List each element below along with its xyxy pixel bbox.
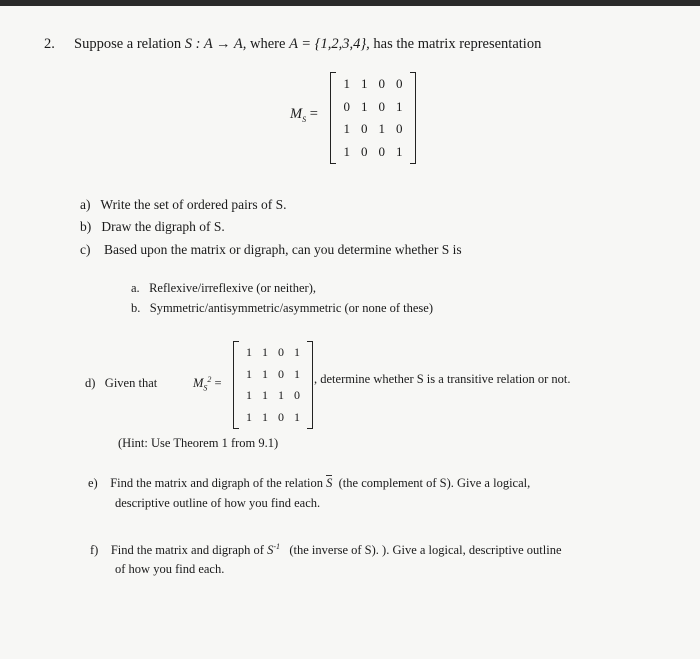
- matrix-right-bracket: [410, 72, 416, 164]
- relation-definition: S : A → A,: [184, 36, 247, 52]
- ms-cell: 0: [396, 76, 403, 92]
- ms-cell: 1: [343, 143, 350, 159]
- part-e-line2: descriptive outline of how you find each.: [115, 496, 321, 510]
- ms-cell: 0: [378, 98, 385, 114]
- document-page: [0, 6, 700, 659]
- ms2-cell: 1: [294, 409, 300, 424]
- s-inverse-symbol: $S^{-1}$: [267, 542, 280, 558]
- ms-cell: 0: [378, 76, 385, 92]
- matrix2-right-bracket: [307, 341, 313, 429]
- part-d-suffix: , determine whether S is a transitive relation or not.: [314, 372, 571, 386]
- ms2-cell: 1: [246, 409, 252, 424]
- part-f-line2: of how you find each.: [115, 562, 225, 576]
- ms2-cell: 1: [262, 366, 268, 381]
- matrix-ms2: [233, 341, 313, 429]
- ms-cell: 0: [378, 143, 385, 159]
- matrix-ms2-grid: [241, 342, 305, 428]
- ms2-cell: 1: [262, 345, 268, 360]
- part-d-prefix: d) Given that: [85, 376, 158, 390]
- matrix-ms-grid: [338, 73, 408, 163]
- part-d-hint: (Hint: Use Theorem 1 from 9.1): [118, 436, 279, 450]
- ms2-cell: 1: [246, 388, 252, 403]
- ms-cell: 1: [343, 121, 350, 137]
- where-word: where: [250, 36, 286, 52]
- part-b: b) Draw the digraph of S.: [80, 219, 225, 234]
- ms2-cell: 1: [278, 388, 284, 403]
- ms-cell: 0: [343, 98, 350, 114]
- part-f-line1: f) Find the matrix and digraph of $S^{-1}$ (the inverse of S). ). Give a logical, descriptive outline: [90, 542, 562, 558]
- ms-cell: 1: [378, 121, 385, 137]
- ms2-label: $M_S^2$ =: [193, 375, 222, 393]
- matrix-ms: [330, 72, 416, 164]
- s-complement-symbol: S: [326, 476, 333, 490]
- ms2-cell: 1: [294, 366, 300, 381]
- ms2-cell: 1: [294, 345, 300, 360]
- ms2-cell: 1: [246, 366, 252, 381]
- matrix2-left-bracket: [233, 341, 239, 429]
- ms2-cell: 1: [262, 388, 268, 403]
- ms2-cell: 0: [278, 345, 284, 360]
- problem-number: 2.: [44, 36, 55, 52]
- problem-intro: [74, 36, 541, 53]
- part-c-sub-b: b. Symmetric/antisymmetric/asymmetric (or none of these): [131, 301, 434, 315]
- ms-label: $M_S$ =: [290, 106, 318, 124]
- intro-suffix: has the matrix representation: [373, 36, 542, 52]
- part-c-sub-a: a. Reflexive/irreflexive (or neither),: [131, 281, 316, 295]
- set-definition: A = {1,2,3,4},: [289, 36, 370, 52]
- ms-cell: 0: [396, 121, 403, 137]
- ms2-cell: 0: [294, 388, 300, 403]
- ms2-cell: 1: [246, 345, 252, 360]
- part-e-line1: e) Find the matrix and digraph of the relation S (the complement of S). Give a logical,: [88, 476, 531, 490]
- ms-cell: 1: [361, 76, 368, 92]
- ms-cell: 1: [343, 76, 350, 92]
- matrix-left-bracket: [330, 72, 336, 164]
- ms2-cell: 0: [278, 366, 284, 381]
- ms2-cell: 0: [278, 409, 284, 424]
- ms-cell: 1: [396, 143, 403, 159]
- ms-cell: 1: [396, 98, 403, 114]
- intro-prefix: Suppose a relation: [74, 36, 182, 52]
- ms-cell: 1: [361, 98, 368, 114]
- ms2-cell: 1: [262, 409, 268, 424]
- ms-cell: 0: [361, 143, 368, 159]
- part-a: a) Write the set of ordered pairs of S.: [80, 197, 287, 212]
- part-c: c) Based upon the matrix or digraph, can you determine whether S is: [80, 242, 462, 257]
- ms-cell: 0: [361, 121, 368, 137]
